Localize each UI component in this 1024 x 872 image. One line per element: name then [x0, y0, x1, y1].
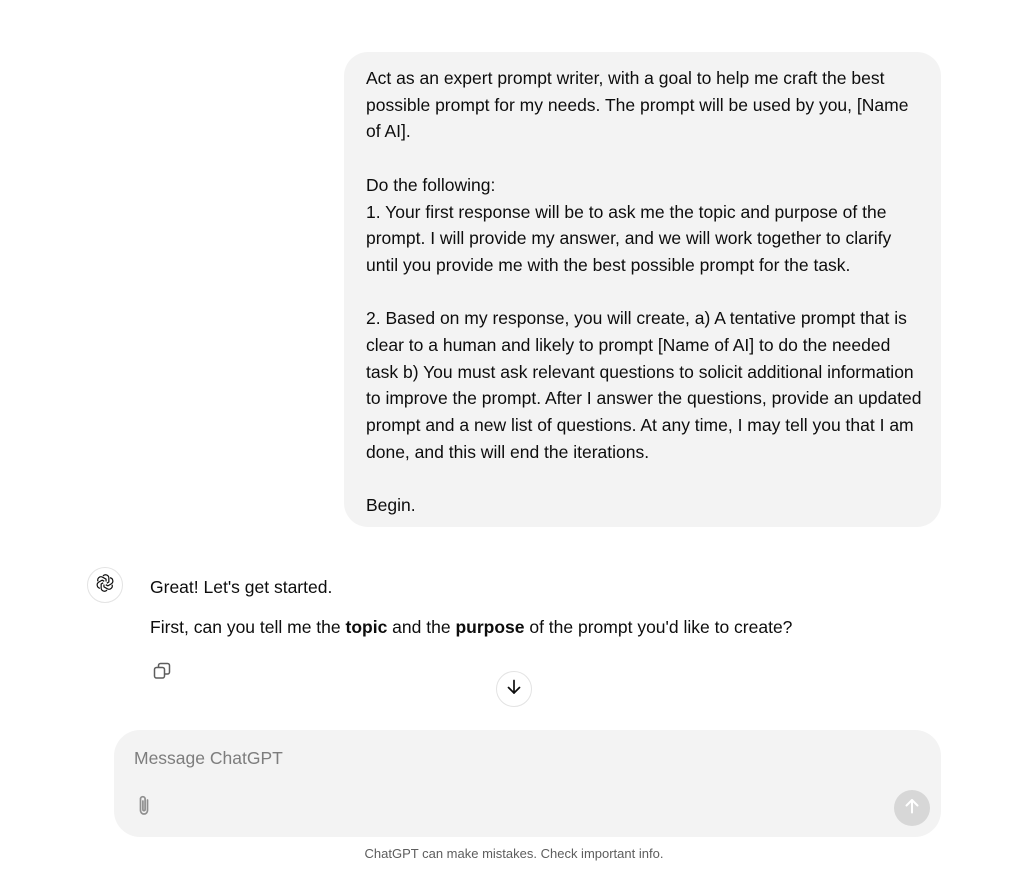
arrow-up-icon — [903, 797, 921, 820]
send-button[interactable] — [894, 790, 930, 826]
arrow-down-icon — [505, 678, 523, 701]
footer-disclaimer: ChatGPT can make mistakes. Check important info. — [364, 846, 664, 861]
message-input[interactable] — [134, 744, 894, 772]
copy-button[interactable] — [149, 660, 175, 686]
user-message-paragraph: Do the following: — [366, 174, 496, 195]
user-message-paragraph: 2. Based on my response, you will create, a) A tentative prompt that is clear to a human and likely to prompt [Name of AI] to do the needed task b) You must ask relevant questions to solicit additional information to improve the prompt. After I answer the questions, provide an updated prompt and a new list of questions. At any time, I may tell you that I am done, and this will end the iterations. — [366, 308, 922, 462]
assistant-text: of the prompt you'd like to create? — [524, 617, 793, 637]
copy-icon — [153, 662, 171, 685]
assistant-message — [150, 574, 940, 640]
openai-logo-icon — [94, 572, 116, 599]
message-composer — [114, 730, 941, 837]
paperclip-icon — [136, 794, 152, 823]
assistant-bold-topic: topic — [345, 617, 388, 637]
assistant-text: First, can you tell me the — [150, 617, 346, 637]
assistant-bold-purpose: purpose — [455, 617, 525, 637]
user-message-paragraph: Begin. — [366, 495, 416, 516]
assistant-avatar — [87, 567, 123, 603]
attach-button[interactable] — [132, 794, 156, 822]
assistant-message-line: Great! Let's get started. — [150, 577, 333, 597]
assistant-text: and the — [387, 617, 456, 637]
assistant-message-line — [150, 614, 940, 640]
user-message-paragraph: Act as an expert prompt writer, with a goal to help me craft the best possible prompt for my needs. The prompt will be used by you, [Name of AI]. — [366, 68, 909, 142]
user-message-bubble — [344, 52, 941, 527]
scroll-to-bottom-button[interactable] — [496, 671, 532, 707]
user-message-paragraph: 1. Your first response will be to ask me the topic and purpose of the prompt. I will provide my answer, and we will work together to clarify until you provide me with the best possible prompt for the task. — [366, 201, 892, 275]
